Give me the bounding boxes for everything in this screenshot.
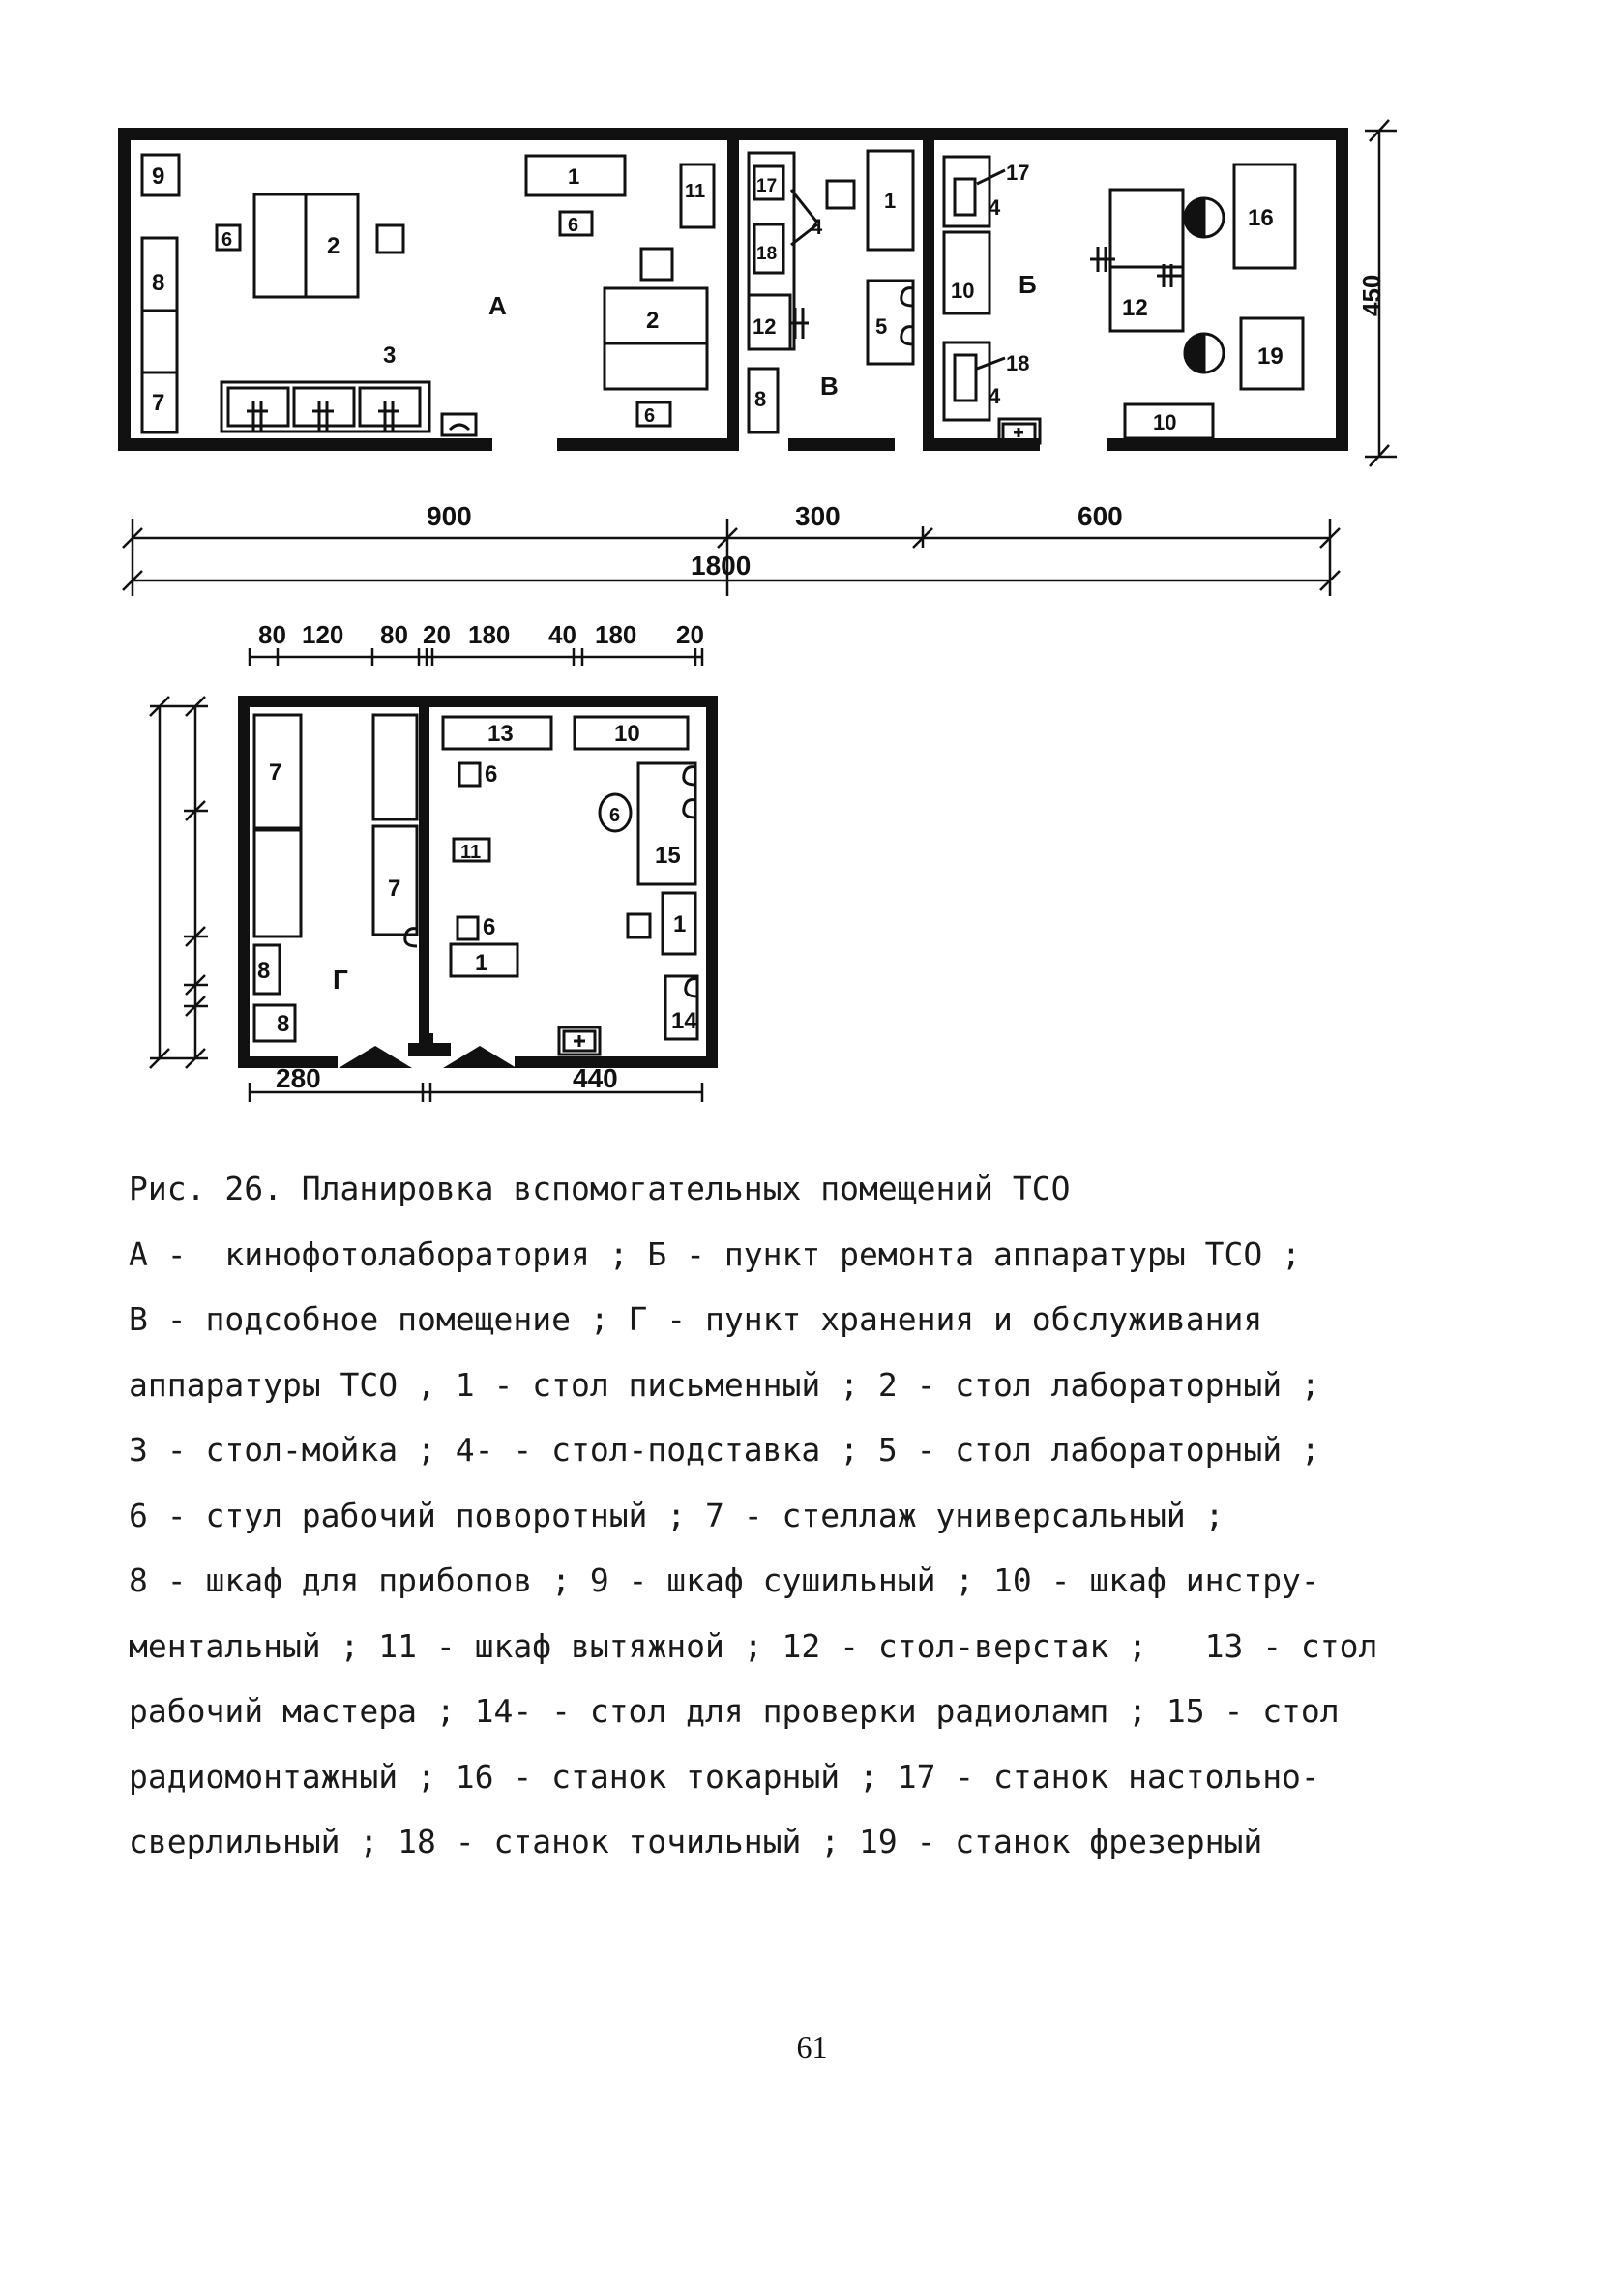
- bottom-dim-80b: 80: [380, 620, 408, 649]
- bottom-label-8b: 8: [277, 1011, 290, 1037]
- top-label-7: 7: [152, 390, 165, 416]
- dim-label-b: 600: [1078, 501, 1123, 531]
- bottom-device-plus: [574, 1035, 585, 1047]
- door-stop: [408, 1043, 451, 1056]
- caption-line: 6 - стул рабочий поворотный ; 7 - стеллаж универсальный ;: [129, 1496, 1225, 1534]
- room-label-a: А: [488, 291, 507, 320]
- bottom-dim-180b: 180: [595, 620, 637, 649]
- bottom-item-chair-1b: [628, 914, 650, 937]
- bottom-dim-20b: 20: [676, 620, 704, 649]
- dim-label-height: 450: [1357, 274, 1386, 316]
- top-label-6b: 6: [568, 215, 579, 236]
- dim-label-v: 300: [795, 501, 841, 531]
- bottom-dim-80a: 80: [258, 620, 286, 649]
- bottom-label-1a: 1: [475, 950, 488, 976]
- room-label-v: В: [820, 372, 839, 401]
- top-label-11: 11: [685, 181, 706, 202]
- top-label-2b: 2: [646, 308, 660, 334]
- caption-line: сверлильный ; 18 - станок точильный ; 19 - станок фрезерный: [129, 1823, 1263, 1860]
- top-label-10b: 10: [1153, 410, 1177, 434]
- top-label-6a: 6: [221, 229, 233, 251]
- caption-line: 8 - шкаф для прибопов ; 9 - шкаф сушильный ; 10 - шкаф инстру-: [129, 1561, 1320, 1599]
- bottom-label-7b: 7: [388, 876, 401, 902]
- bottom-item-6b-chair: [458, 917, 478, 939]
- bottom-dim-280: 280: [276, 1063, 321, 1093]
- room-label-g: Г: [333, 965, 348, 995]
- bottom-item-shelf-mid: [373, 715, 417, 819]
- bottom-dim-440: 440: [573, 1063, 618, 1093]
- top-label-10a: 10: [951, 279, 975, 303]
- door-swing-right: [443, 1046, 517, 1068]
- bottom-wall-left: [238, 696, 250, 1068]
- top-label-4: 4: [811, 215, 823, 239]
- bottom-dim-120: 120: [302, 620, 344, 649]
- top-label-4b: 4: [989, 195, 1001, 220]
- top-label-18b: 18: [1006, 351, 1030, 375]
- caption-line: ментальный ; 11 - шкаф вытяжной ; 12 - стол-верстак ; 13 - стол: [129, 1626, 1378, 1665]
- top-label-16: 16: [1248, 205, 1274, 231]
- room-label-b: Б: [1019, 270, 1037, 299]
- top-label-1a: 1: [568, 164, 580, 189]
- bottom-label-6c: 6: [609, 805, 621, 826]
- bottom-wall-top: [238, 696, 718, 707]
- bottom-dim-20a: 20: [423, 620, 451, 649]
- bottom-label-6a: 6: [485, 761, 498, 788]
- top-label-1b: 1: [884, 189, 897, 213]
- top-label-3: 3: [383, 342, 397, 369]
- page-number: 61: [796, 2030, 828, 2065]
- top-label-5: 5: [875, 314, 888, 339]
- bottom-label-14: 14: [671, 1008, 697, 1034]
- caption-line: А - кинофотолаборатория ; Б - пункт ремонта аппаратуры ТСО ;: [129, 1234, 1301, 1273]
- bottom-item-shelf-left: [254, 830, 301, 936]
- caption-line: рабочий мастера ; 14- - стол для проверки радиоламп ; 15 - стол: [129, 1692, 1340, 1730]
- dim-label-total: 1800: [691, 550, 752, 580]
- top-label-6c: 6: [644, 405, 656, 427]
- bottom-dim-180a: 180: [468, 620, 511, 649]
- floor-plan-room-g: [0, 0, 1624, 1142]
- bottom-label-15: 15: [655, 843, 681, 869]
- top-label-8b: 8: [754, 387, 767, 411]
- bench-14-mark: [686, 979, 697, 996]
- bench-15-marks: [684, 767, 695, 818]
- dim-label-a: 900: [427, 501, 472, 531]
- bottom-label-7a: 7: [269, 759, 282, 786]
- top-label-17: 17: [756, 176, 778, 196]
- bottom-dim-40: 40: [548, 620, 576, 649]
- top-label-17b: 17: [1006, 161, 1030, 185]
- caption-title: Рис. 26. Планировка вспомогательных помещений ТСО: [129, 1170, 1071, 1207]
- top-label-9: 9: [152, 164, 165, 190]
- bottom-label-6b: 6: [483, 914, 496, 940]
- bottom-partition: [419, 707, 429, 1049]
- bottom-label-11: 11: [460, 842, 482, 863]
- bottom-label-1b: 1: [673, 911, 687, 937]
- door-stop-base: [420, 1033, 433, 1045]
- bottom-wall-right: [706, 696, 718, 1068]
- top-label-12b: 12: [1122, 295, 1148, 321]
- caption-line: В - подсобное помещение ; Г - пункт хранения и обслуживания: [129, 1300, 1263, 1338]
- caption-line: 3 - стол-мойка ; 4- - стол-подставка ; 5 - стол лабораторный ;: [129, 1431, 1320, 1469]
- caption-line: аппаратуры ТСО , 1 - стол письменный ; 2 - стол лабораторный ;: [129, 1365, 1320, 1404]
- shelf-mark: [405, 929, 417, 946]
- bottom-left-dim-slashes: [150, 697, 205, 1068]
- bottom-label-13: 13: [487, 721, 514, 747]
- figure-caption: [129, 1156, 1386, 1875]
- top-label-19: 19: [1257, 343, 1284, 370]
- top-label-4c: 4: [989, 384, 1001, 408]
- bottom-label-8a: 8: [257, 958, 271, 984]
- top-label-12a: 12: [753, 314, 777, 339]
- top-label-18: 18: [756, 244, 778, 264]
- caption-line: радиомонтажный ; 16 - станок токарный ; 17 - станок настольно-: [129, 1757, 1320, 1796]
- door-swing-left: [339, 1046, 412, 1068]
- top-label-8: 8: [152, 270, 165, 296]
- bottom-label-10: 10: [614, 721, 640, 747]
- bottom-item-6a-chair: [459, 763, 480, 786]
- top-label-2a: 2: [327, 233, 340, 259]
